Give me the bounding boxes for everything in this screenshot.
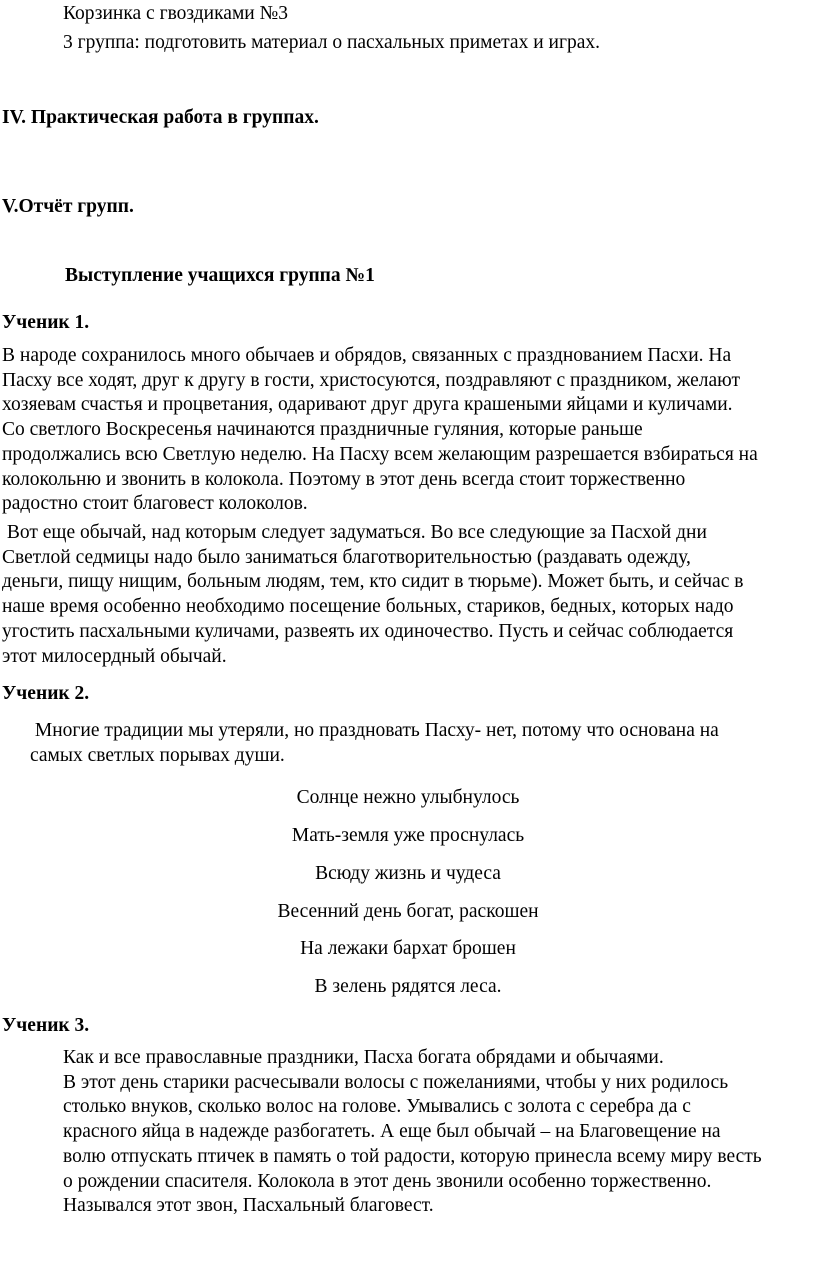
- paragraph-line: В народе сохранилось много обычаев и обрядов, связанных с празднованием Пасхи. На: [2, 345, 732, 366]
- paragraph-line: Светлой седмицы надо было заниматься благотворительностью (раздавать одежду,: [2, 546, 691, 568]
- paragraph-line: Многие традиции мы утеряли, но праздновать Пасху- нет, потому что основана на: [30, 720, 719, 741]
- paragraph-line: Назывался этот звон, Пасхальный благовест.: [63, 1195, 434, 1217]
- student-1-label: Ученик 1.: [2, 312, 90, 333]
- student-3-label: Ученик 3.: [2, 1015, 90, 1036]
- group-1-heading: Выступление учащихся группа №1: [65, 265, 375, 286]
- poem-line-1: Солнце нежно улыбнулось: [296, 787, 520, 808]
- section-heading-practical: IV. Практическая работа в группах.: [2, 107, 319, 128]
- paragraph-line: угостить пасхальными куличами, развеять их одиночество. Пусть и сейчас соблюдается: [2, 620, 734, 642]
- poem-line-5: На лежаки бархат брошен: [300, 938, 516, 959]
- paragraph-line: Со светлого Воскресенья начинаются праздничные гуляния, которые раньше: [2, 419, 643, 441]
- paragraph-line: В этот день старики расчесывали волосы с пожеланиями, чтобы у них родилось: [63, 1071, 729, 1093]
- paragraph-line: хозяевам счастья и процветания, одаривают друг друга крашеными яйцами и куличами.: [2, 394, 733, 416]
- paragraph-line: продолжались всю Светлую неделю. На Пасху всем желающим разрешается взбираться на: [2, 443, 758, 465]
- paragraph-line: наше время особенно необходимо посещение больных, стариков, бедных, которых надо: [2, 596, 734, 618]
- paragraph-line: Пасху все ходят, друг к другу в гости, христосуются, поздравляют с праздником, желают: [2, 369, 741, 391]
- paragraph-line: самых светлых порывах души.: [30, 744, 285, 766]
- poem-line-2: Мать-земля уже проснулась: [291, 825, 525, 846]
- paragraph-line: радостно стоит благовест колоколов.: [2, 493, 308, 515]
- poem-line-3: Всюду жизнь и чудеса: [315, 863, 501, 884]
- poem-line-4: Весенний день богат, раскошен: [277, 901, 539, 922]
- paragraph-line: этот милосердный обычай.: [2, 645, 227, 667]
- paragraph-line: Вот еще обычай, над которым следует задуматься. Во все следующие за Пасхой дни: [2, 522, 707, 543]
- paragraph-line: столько внуков, сколько волос на голове. Умывались с золота с серебра да с: [63, 1096, 691, 1118]
- paragraph-line: колокольню и звонить в колокола. Поэтому в этот день всегда стоит торжественно: [2, 468, 686, 490]
- paragraph-line: красного яйца в надежде разбогатеть. А еще был обычай – на Благовещение на: [63, 1121, 721, 1143]
- student-3-paragraph: [63, 1046, 762, 1219]
- section-heading-report: V.Отчёт групп.: [2, 196, 134, 217]
- student-2-label: Ученик 2.: [2, 683, 90, 704]
- paragraph-line: деньги, пищу нищим, больным людям, тем, кто сидит в тюрьме). Может быть, и сейчас в: [2, 571, 744, 593]
- student-2-intro: [30, 719, 719, 768]
- paragraph-line: Как и все православные праздники, Пасха богата обрядами и обычаями.: [63, 1047, 664, 1068]
- student-1-paragraph-1: [2, 344, 758, 517]
- poem-line-6: В зелень рядятся леса.: [314, 976, 502, 997]
- paragraph-line: о рождении спасителя. Колокола в этот день звонили особенно торжественно.: [63, 1170, 712, 1192]
- paragraph-line: волю отпускать птичек в память о той радости, которую принесла всему миру весть: [63, 1145, 762, 1167]
- student-1-paragraph-2: [2, 521, 743, 669]
- header-line-2: 3 группа: подготовить материал о пасхальных приметах и играх.: [63, 32, 600, 53]
- header-line-1: Корзинка с гвоздиками №3: [63, 3, 288, 24]
